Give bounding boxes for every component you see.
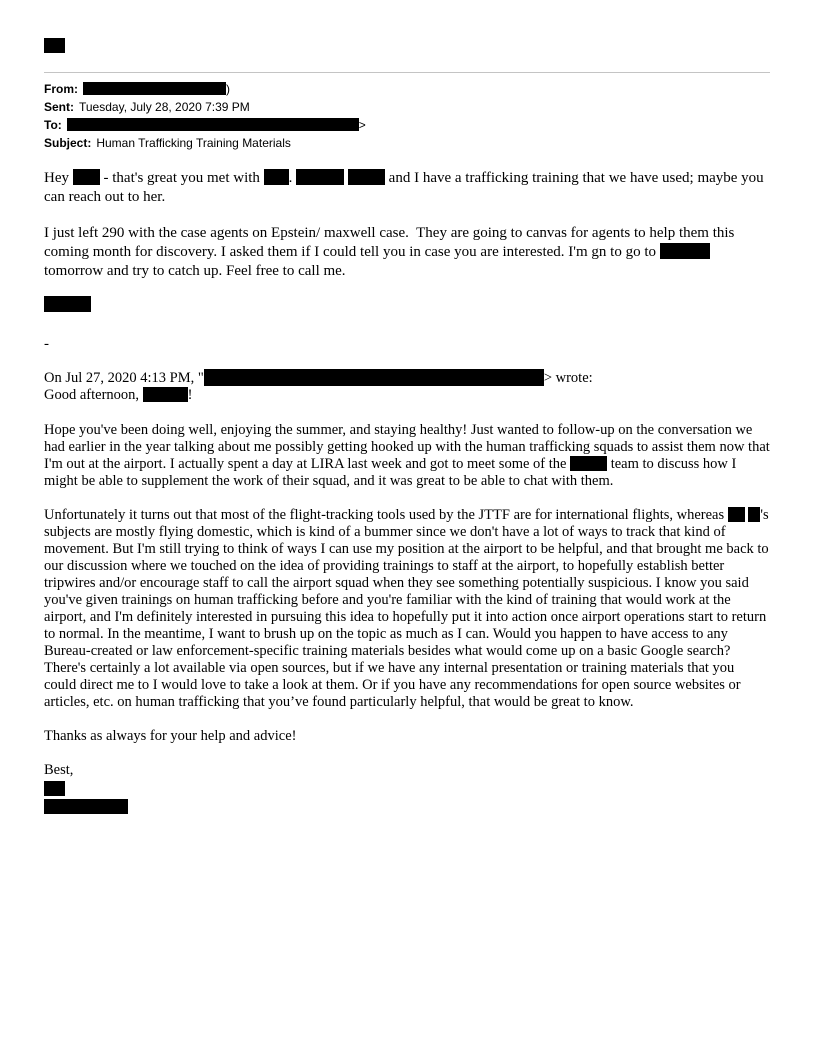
- quoted-message-body: [44, 369, 770, 815]
- quote-greeting-line: Good afternoon, !: [44, 387, 193, 403]
- reply-message-body: [44, 169, 770, 354]
- from-value: ): [83, 82, 230, 96]
- quote-attribution-line: On Jul 27, 2020 4:13 PM, " > wrote:: [44, 370, 593, 386]
- from-label: From:: [44, 82, 78, 96]
- redaction-bar: [296, 169, 344, 185]
- subject-label: Subject:: [44, 136, 92, 150]
- classification-redaction-row: [44, 38, 770, 53]
- redaction-bar: [204, 369, 544, 386]
- sent-line: [44, 98, 770, 116]
- separator-dash: -: [44, 336, 49, 352]
- redaction-bar: [83, 82, 226, 95]
- email-header: [44, 80, 770, 152]
- quote-closing-line: Best,: [44, 762, 74, 778]
- redaction-bar: [348, 169, 385, 185]
- to-line: [44, 116, 770, 134]
- subject-line: [44, 134, 770, 152]
- redaction-bar: [44, 781, 65, 796]
- to-value: >: [67, 118, 366, 132]
- redaction-bar: [44, 296, 91, 312]
- to-label: To:: [44, 118, 62, 132]
- redaction-bar: [44, 799, 128, 814]
- quote-thanks-line: Thanks as always for your help and advice!: [44, 728, 297, 744]
- reply-paragraph-1: Hey - that's great you met with . and I have a trafficking training that we have used; maybe you can reach out to her.: [44, 170, 764, 205]
- redaction-bar: [264, 169, 289, 185]
- reply-signature-redaction: [44, 296, 770, 313]
- header-divider: [44, 72, 770, 73]
- redaction-bar: [143, 387, 188, 402]
- sent-label: Sent:: [44, 100, 74, 114]
- quote-signature-redaction-1: [44, 781, 770, 797]
- redaction-bar: [728, 507, 745, 522]
- from-line: [44, 80, 770, 98]
- sent-value: Tuesday, July 28, 2020 7:39 PM: [79, 100, 250, 114]
- redaction-bar: [660, 243, 710, 259]
- redaction-bar: [748, 507, 760, 522]
- redaction-bar: [44, 38, 65, 53]
- redaction-bar: [570, 456, 607, 471]
- quote-paragraph-1: Hope you've been doing well, enjoying the summer, and staying healthy! Just wanted to follow-up on the conversation we had earlier in the year talking about me possibly getting hooked up with the human trafficking squads to assist them now that I'm out at the airport. I actually spent a day at LIRA last week and got to meet some of the team to discuss how I might be able to supplement the work of their squad, and it was great to be able to chat with them.: [44, 422, 770, 489]
- subject-value: Human Trafficking Training Materials: [96, 136, 291, 150]
- quote-paragraph-2: Unfortunately it turns out that most of the flight-tracking tools used by the JTTF are for international flights, whereas 's subjects are mostly flying domestic, which is kind of a bummer since we don't have a lot of ways to track that kind of movement. But I'm still trying to think of ways I can use my position at the airport to be helpful, and that brought me back to our discussion where we touched on the idea of providing trainings to staff at the airport, to hopefully establish better tripwires and/or encourage staff to call the airport squad when they see something potentially suspicious. I know you said you've given trainings on human trafficking before and you're familiar with the kind of training that would work at the airport, and I'm definitely interested in pursuing this idea to hopefully put it into action once airport operations start to return to normal. In the meantime, I want to brush up on the topic as much as I can. Would you happen to have access to any Bureau-created or law enforcement-specific training materials besides what would come up on a basic Google search? There's certainly a lot available via open sources, but if we have any internal presentation or training materials that you could direct me to I would love to take a look at them. Or if you have any recommendations for open source websites or articles, etc. on human trafficking that you’ve found particularly helpful, that would be great to know.: [44, 507, 769, 710]
- quote-signature-redaction-2: [44, 799, 770, 815]
- redaction-bar: [67, 118, 359, 131]
- reply-paragraph-2: I just left 290 with the case agents on Epstein/ maxwell case. They are going to canvas for agents to help them this coming month for discovery. I asked them if I could tell you in case you are interested. I'm gn to go to tomorrow and try to catch up. Feel free to call me.: [44, 225, 735, 279]
- redaction-bar: [73, 169, 100, 185]
